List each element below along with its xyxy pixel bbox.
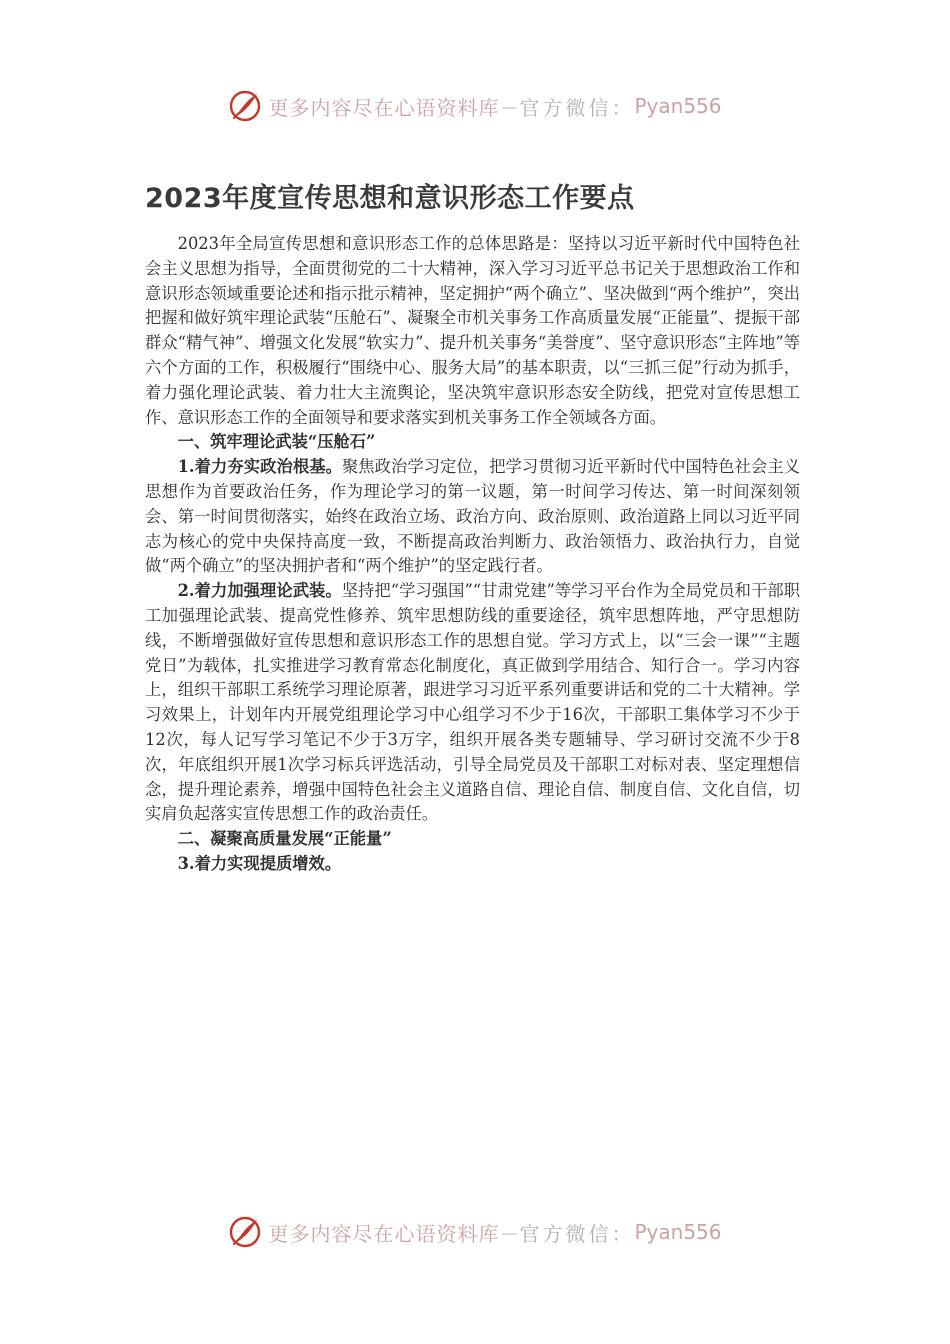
watermark-header <box>0 86 950 126</box>
item-2-text: 坚持把“学习强国”“甘肃党建”等学习平台作为全局党员和干部职工加强理论武装、提高党性修养、筑牢思想防线的重要途径，筑牢思想阵地，严守思想防线，不断增强做好宣传思想和意识形态工作的思想自觉。学习方式上，以“三会一课”“主题党日”为载体，扎实推进学习教育常态化制度化，真正做到学用结合、知行合一。学习内容上，组织干部职工系统学习理论原著，跟进学习习近平系列重要讲话和党的二十大精神。学习效果上，计划年内开展党组理论学习中心组学习不少于16次，干部职工集体学习不少于12次，每人记写学习笔记不少于3万字，组织开展各类专题辅导、学习研讨交流不少于8次，年底组织开展1次学习标兵评选活动，引导全局党员及干部职工对标对表、坚定理想信念，提升理论素养，增强中国特色社会主义道路自信、理论自信、制度自信、文化自信，切实肩负起落实宣传思想工作的政治责任。 <box>145 581 800 824</box>
item-3-lead: 3.着力实现提质增效。 <box>177 853 342 873</box>
item-2-lead: 2.着力加强理论武装。 <box>177 581 342 601</box>
watermark-wechat-label: 官方微信： <box>519 95 635 120</box>
watermark-wechat-id: Pyan556 <box>634 1220 722 1244</box>
quill-logo-icon <box>228 1215 262 1249</box>
section-heading-2: 二、凝聚高质量发展“正能量” <box>177 829 392 849</box>
watermark-wechat-label: 官方微信： <box>519 1221 635 1246</box>
item-1-paragraph <box>145 455 800 579</box>
item-2-paragraph <box>145 579 800 827</box>
watermark-wechat-id: Pyan556 <box>634 94 722 118</box>
watermark-site-text: 更多内容尽在心语资料库 <box>268 95 500 120</box>
item-1-lead: 1.着力夯实政治根基。 <box>177 457 342 477</box>
item-1-text: 聚焦政治学习定位，把学习贯彻习近平新时代中国特色社会主义思想作为首要政治任务，作为理论学习的第一议题，第一时间学习传达、第一时间深刻领会、第一时间贯彻落实，始终在政治立场、政治方向、政治原则、政治道路上同以习近平同志为核心的党中央保持高度一致，不断提高政治判断力、政治领悟力、政治执行力，自觉做“两个确立”的坚决拥护者和“两个维护”的坚定践行者。 <box>145 457 800 576</box>
intro-paragraph: 2023年全局宣传思想和意识形态工作的总体思路是：坚持以习近平新时代中国特色社会主义思想为指导，全面贯彻党的二十大精神，深入学习习近平总书记关于思想政治工作和意识形态领域重要论述和指示批示精神，坚定拥护“两个确立”、坚决做到“两个维护”，突出把握和做好筑牢理论武装“压舱石”、凝聚全市机关事务工作高质量发展“正能量”、提振干部群众“精气神”、增强文化发展“软实力”、提升机关事务“美誉度”、坚守意识形态“主阵地”等六个方面的工作，积极履行“围绕中心、服务大局”的基本职责，以“三抓三促”行动为抓手，着力强化理论武装、着力壮大主流舆论，坚决筑牢意识形态安全防线，把党对宣传思想工作、意识形态工作的全面领导和要求落实到机关事务工作全领域各方面。 <box>145 234 800 427</box>
document-title: 2023年度宣传思想和意识形态工作要点 <box>145 183 635 214</box>
section-heading-1: 一、筑牢理论武装“压舱石” <box>177 432 376 452</box>
watermark-footer <box>0 1212 950 1252</box>
document-body <box>145 232 800 877</box>
watermark-site-text: 更多内容尽在心语资料库 <box>268 1221 500 1246</box>
watermark-separator: — <box>501 1222 518 1242</box>
quill-logo-icon <box>228 89 262 123</box>
watermark-separator: — <box>501 96 518 116</box>
item-3-paragraph <box>145 852 800 877</box>
